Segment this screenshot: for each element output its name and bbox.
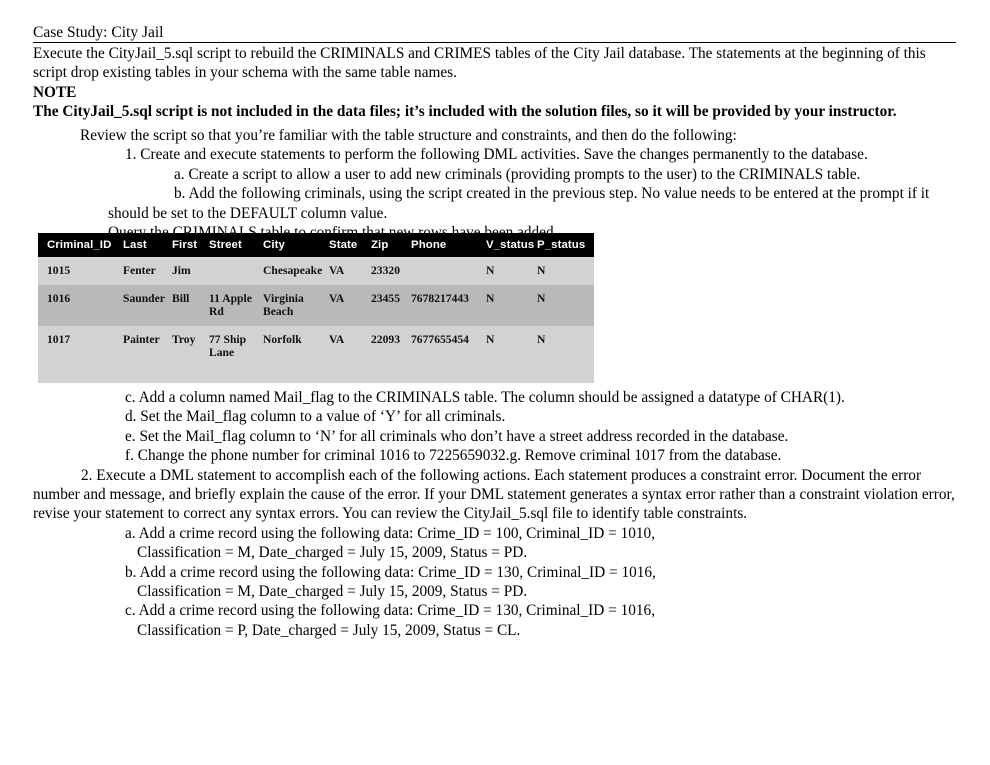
column-header-criminal-id: Criminal_ID: [38, 233, 123, 257]
instruction-item-f: f. Change the phone number for criminal 1016 to 7225659032.g. Remove criminal 1017 from the database.: [125, 447, 782, 465]
cell-city: Norfolk: [263, 326, 329, 367]
cell-first: Jim: [172, 257, 209, 285]
page-title: Case Study: City Jail: [33, 24, 164, 41]
cell-street: 77 Ship Lane: [209, 326, 263, 367]
column-header-p-status: P_status: [537, 233, 594, 257]
table-body: [38, 257, 594, 383]
cell-criminal-id: 1016: [38, 285, 123, 326]
cell-v-status: N: [486, 326, 537, 367]
criminals-table-container: [38, 233, 594, 383]
title-divider: [33, 42, 956, 43]
column-header-state: State: [329, 233, 371, 257]
cell-criminal-id: 1017: [38, 326, 123, 367]
note-text: The CityJail_5.sql script is not included in the data files; it’s included with the solution files, so it will be provided by your instructor.: [33, 103, 897, 121]
cell-phone: 7678217443: [411, 285, 486, 326]
instruction-item-2a-line2: Classification = M, Date_charged = July 15, 2009, Status = PD.: [137, 544, 528, 562]
note-label: NOTE: [33, 83, 77, 101]
cell-city: Virginia Beach: [263, 285, 329, 326]
cell-state: VA: [329, 285, 371, 326]
cell-first: Bill: [172, 285, 209, 326]
criminals-table: [38, 233, 594, 383]
cell-last: Saunder: [123, 285, 172, 326]
table-row: [38, 285, 594, 326]
instruction-item-d: d. Set the Mail_flag column to a value of ‘Y’ for all criminals.: [125, 408, 506, 426]
cell-phone: [411, 257, 486, 285]
cell-state: VA: [329, 257, 371, 285]
column-header-street: Street: [209, 233, 263, 257]
cell-last: Fenter: [123, 257, 172, 285]
table-header: [38, 233, 594, 257]
instruction-item-2-line1: 2. Execute a DML statement to accomplish each of the following actions. Each statement produces a constraint error. Document the error: [81, 466, 922, 484]
instruction-item-e: e. Set the Mail_flag column to ‘N’ for all criminals who don’t have a street address recorded in the database.: [125, 427, 789, 445]
instruction-item-2a-line1: a. Add a crime record using the following data: Crime_ID = 100, Criminal_ID = 1010,: [125, 524, 656, 542]
table-footer-spacer-cell: [38, 367, 594, 383]
column-header-zip: Zip: [371, 233, 411, 257]
table-header-row: [38, 233, 594, 257]
instruction-item-2c-line1: c. Add a crime record using the following data: Crime_ID = 130, Criminal_ID = 1016,: [125, 602, 656, 620]
cell-street: [209, 257, 263, 285]
instruction-item-2c-line2: Classification = P, Date_charged = July 15, 2009, Status = CL.: [137, 621, 521, 639]
cell-v-status: N: [486, 285, 537, 326]
cell-p-status: N: [537, 257, 594, 285]
column-header-phone: Phone: [411, 233, 486, 257]
cell-first: Troy: [172, 326, 209, 367]
cell-zip: 23455: [371, 285, 411, 326]
instruction-item-2b-line2: Classification = M, Date_charged = July 15, 2009, Status = PD.: [137, 583, 528, 601]
cell-state: VA: [329, 326, 371, 367]
instruction-item-1b-continued: should be set to the DEFAULT column value.: [108, 204, 388, 222]
instruction-item-1: 1. Create and execute statements to perform the following DML activities. Save the changes permanently to the database.: [125, 146, 868, 164]
cell-p-status: N: [537, 326, 594, 367]
cell-v-status: N: [486, 257, 537, 285]
cell-criminal-id: 1015: [38, 257, 123, 285]
column-header-first: First: [172, 233, 209, 257]
intro-paragraph: Execute the CityJail_5.sql script to rebuild the CRIMINALS and CRIMES tables of the City Jail database. The statements at the beginning of this script drop existing tables in your schema with the same table names.: [33, 45, 926, 82]
cell-phone: 7677655454: [411, 326, 486, 367]
intro-block: [33, 44, 958, 122]
cell-city: Chesapeake: [263, 257, 329, 285]
table-row: [38, 326, 594, 367]
column-header-city: City: [263, 233, 329, 257]
instructions-block: [33, 126, 958, 242]
cell-zip: 22093: [371, 326, 411, 367]
cell-last: Painter: [123, 326, 172, 367]
table-row: [38, 257, 594, 285]
table-footer-spacer: [38, 367, 594, 383]
instruction-item-1b: b. Add the following criminals, using the script created in the previous step. No value needs to be entered at the prompt if it: [174, 185, 930, 203]
post-table-instructions: [33, 388, 958, 640]
instruction-item-c: c. Add a column named Mail_flag to the CRIMINALS table. The column should be assigned a datatype of CHAR(1).: [125, 389, 845, 406]
review-line: Review the script so that you’re familiar with the table structure and constraints, and then do the following:: [80, 127, 737, 144]
instruction-item-2b-line1: b. Add a crime record using the following data: Crime_ID = 130, Criminal_ID = 1016,: [125, 563, 656, 581]
cell-street: 11 Apple Rd: [209, 285, 263, 326]
instruction-item-2-line2: number and message, and briefly explain the cause of the error. If your DML statement generates a syntax error rather than a constraint violation error,: [33, 486, 955, 504]
instruction-item-2-line3: revise your statement to correct any syntax errors. You can review the CityJail_5.sql file to identify table constraints.: [33, 505, 748, 523]
cell-p-status: N: [537, 285, 594, 326]
column-header-last: Last: [123, 233, 172, 257]
instruction-item-1a: a. Create a script to allow a user to add new criminals (providing prompts to the user) to the CRIMINALS table.: [174, 165, 861, 183]
column-header-v-status: V_status: [486, 233, 537, 257]
cell-zip: 23320: [371, 257, 411, 285]
